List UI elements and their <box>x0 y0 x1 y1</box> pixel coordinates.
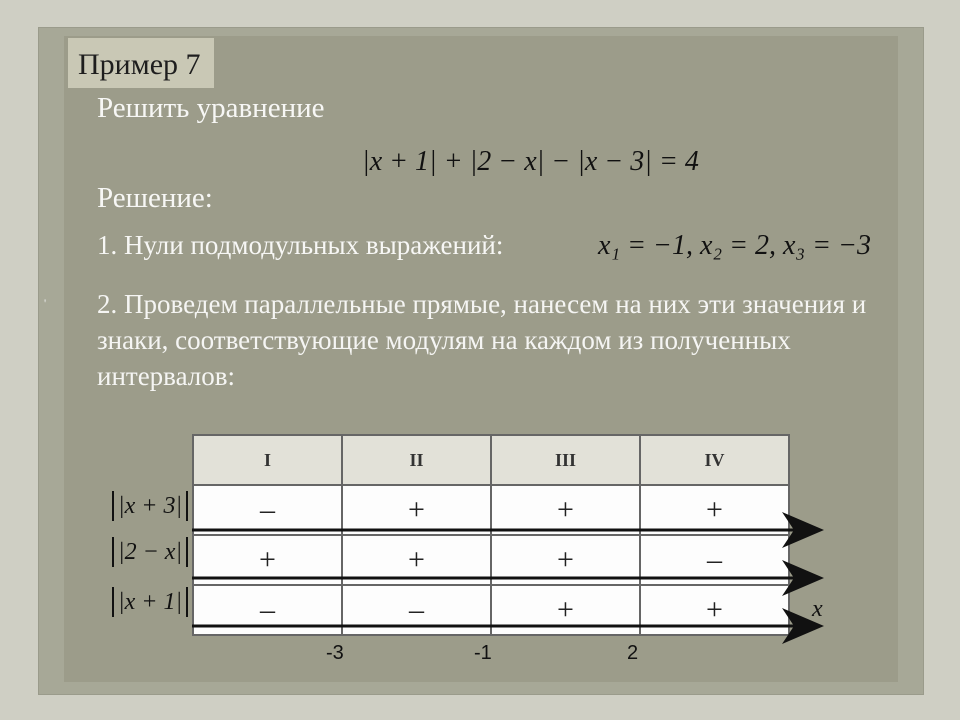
table-cell: + <box>491 585 640 635</box>
table-cell: – <box>342 585 491 635</box>
table-header: III <box>491 435 640 485</box>
slide-title: Пример 7 <box>78 48 201 81</box>
tick-label: -3 <box>326 642 344 664</box>
table-header: IV <box>640 435 789 485</box>
table-cell: + <box>342 485 491 535</box>
table-cell: – <box>193 585 342 635</box>
table-cell: + <box>342 535 491 585</box>
step1-values: x₁ = −1, x₂ = 2, x₃ = −3 <box>598 230 871 261</box>
table-cell: + <box>640 485 789 535</box>
row-label: |2 − x| <box>112 537 188 567</box>
table-cell: + <box>491 485 640 535</box>
table-cell: + <box>640 585 789 635</box>
step1-text: 1. Нули подмодульных выражений: <box>97 230 504 260</box>
row-label: |x + 3| <box>112 491 188 521</box>
task-text: Решить уравнение <box>97 92 325 124</box>
row-label: |x + 1| <box>112 587 188 617</box>
step2-text: 2. Проведем параллельные прямые, нанесем на них эти значения и знаки, соответствующие модулям на каждом из полученных интервалов: <box>97 289 867 391</box>
table-header: I <box>193 435 342 485</box>
tick-label: -1 <box>474 642 492 664</box>
bullet-dot: ' <box>44 296 47 310</box>
table-cell: – <box>640 535 789 585</box>
table-cell: – <box>193 485 342 535</box>
axis-label: x <box>812 596 823 622</box>
solution-heading: Решение: <box>97 182 213 214</box>
table-header: II <box>342 435 491 485</box>
table-cell: + <box>193 535 342 585</box>
equation: |x + 1| + |2 − x| − |x − 3| = 4 <box>362 146 699 177</box>
table-cell: + <box>491 535 640 585</box>
tick-label: 2 <box>627 642 639 664</box>
